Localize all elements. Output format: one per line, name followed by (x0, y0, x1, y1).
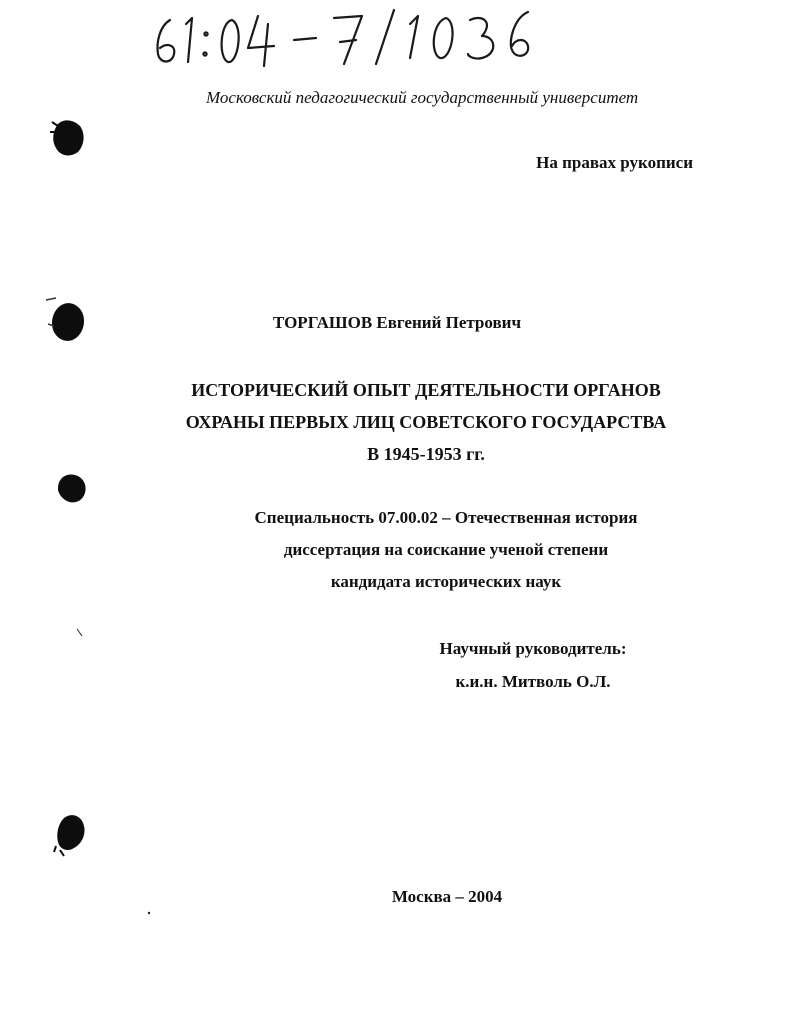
title-line-3: В 1945-1953 гг. (367, 444, 485, 464)
degree-line: диссертация на соискание ученой степени (283, 540, 609, 559)
punch-hole-mark (52, 468, 92, 508)
ink-speck (146, 910, 152, 916)
title-line-1: ИСТОРИЧЕСКИЙ ОПЫТ ДЕЯТЕЛЬНОСТИ ОРГАНОВ (191, 380, 661, 400)
degree-field-line: кандидата исторических наук (330, 572, 562, 591)
ink-speck (76, 628, 84, 638)
punch-hole-mark (50, 806, 94, 860)
specialty-line: Специальность 07.00.02 – Отечественная история (254, 508, 638, 527)
advisor-block (420, 632, 646, 698)
dissertation-title (140, 374, 712, 470)
advisor-name: к.и.н. Митволь О.Л. (455, 672, 611, 691)
university-name: Московский педагогический государственный университет (206, 88, 639, 107)
punch-hole-mark (42, 294, 94, 348)
handwritten-archive-code (148, 2, 538, 70)
manuscript-rights-note: На правах рукописи (536, 153, 693, 172)
specialty-block (210, 502, 682, 598)
author-name: ТОРГАШОВ Евгений Петрович (272, 313, 522, 332)
title-line-2: ОХРАНЫ ПЕРВЫХ ЛИЦ СОВЕТСКОГО ГОСУДАРСТВА (185, 412, 667, 432)
advisor-label: Научный руководитель: (439, 639, 627, 658)
punch-hole-mark (44, 114, 92, 160)
city-year: Москва – 2004 (391, 887, 503, 906)
